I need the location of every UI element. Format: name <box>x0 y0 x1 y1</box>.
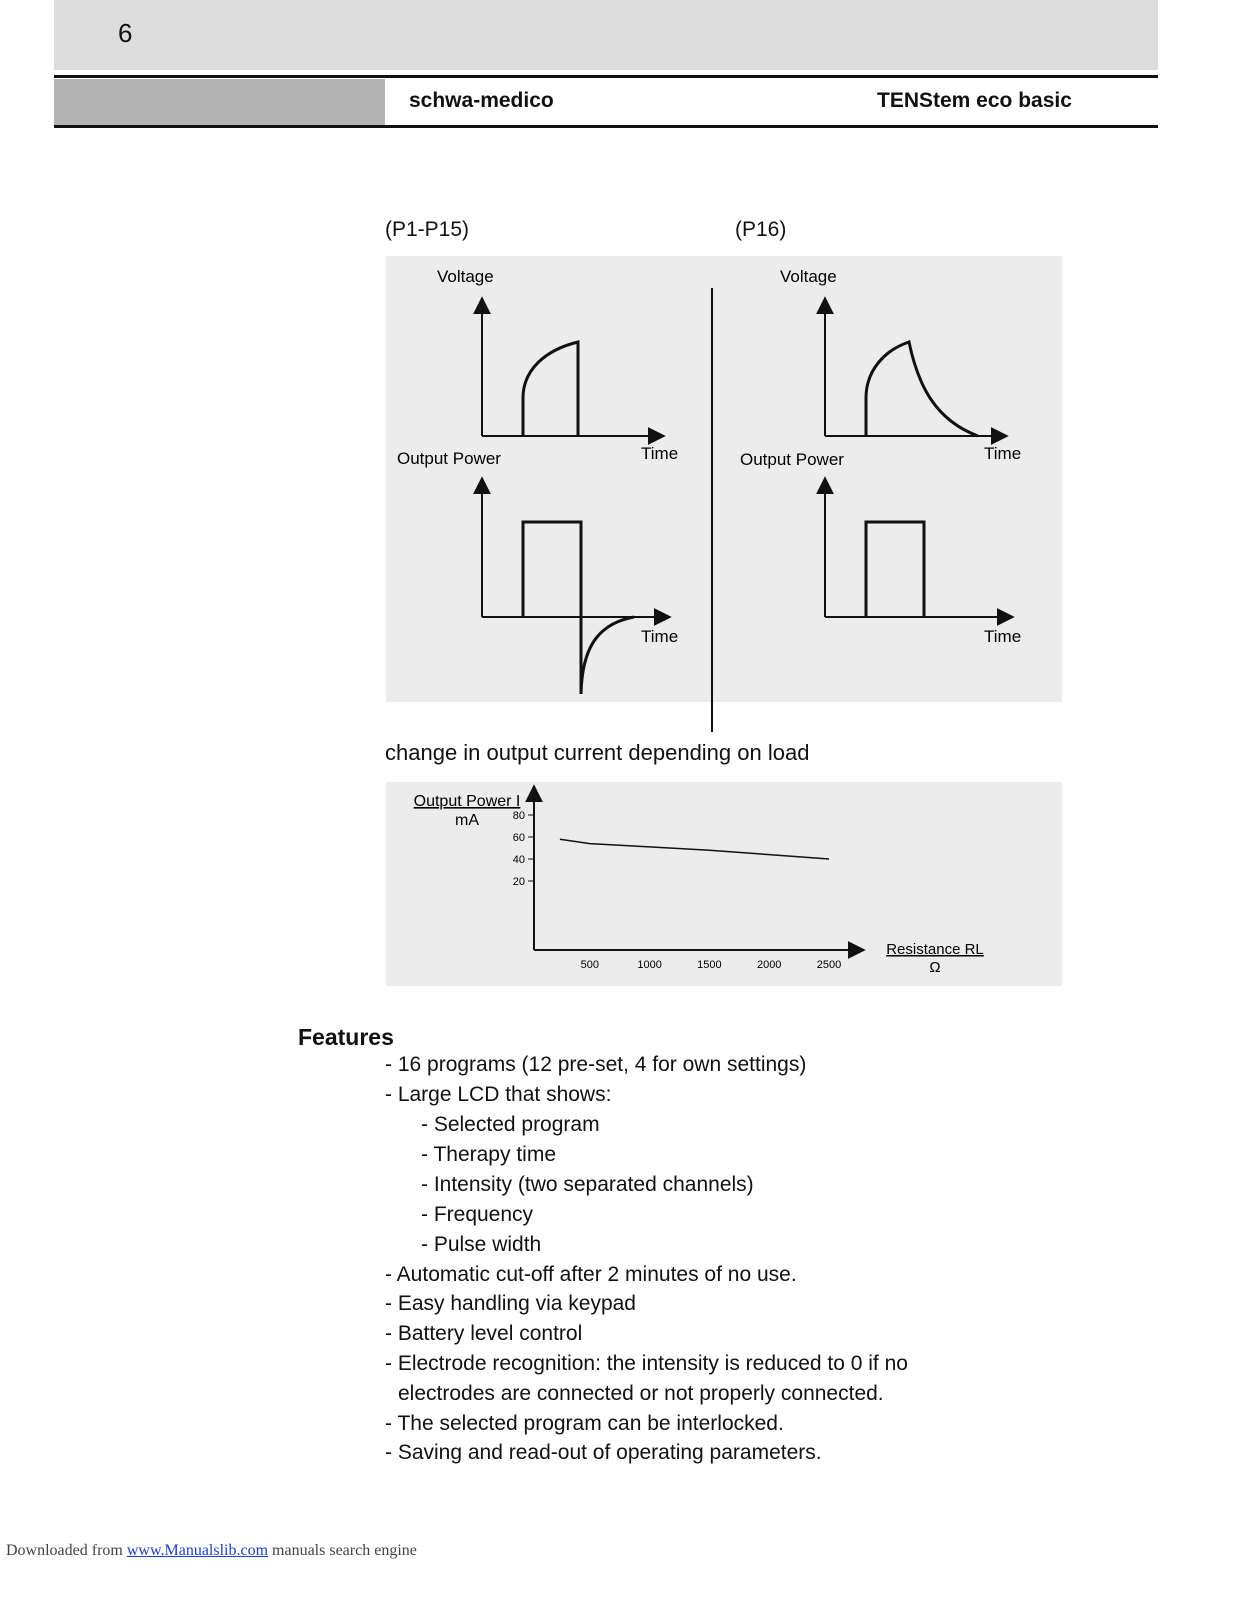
right-voltage-time-label: Time <box>984 444 1022 463</box>
right-output-power-label: Output Power <box>740 450 844 469</box>
load-chart-series-line <box>560 839 829 859</box>
product-name: TENStem eco basic <box>877 89 1072 112</box>
feature-item: - Large LCD that shows: <box>385 1083 612 1106</box>
left-power-waveform <box>523 522 634 694</box>
feature-item: - Easy handling via keypad <box>385 1292 636 1315</box>
feature-item: - Therapy time <box>421 1143 556 1166</box>
load-chart-ylabel-line1: Output Power I <box>413 793 521 810</box>
feature-item: - Intensity (two separated channels) <box>421 1173 754 1196</box>
footer-link[interactable]: www.Manualslib.com <box>126 1542 269 1559</box>
y-tick-label: 60 <box>512 832 525 844</box>
feature-item: - Pulse width <box>421 1233 542 1256</box>
feature-item: - Electrode recognition: the intensity is reduced to 0 if no <box>385 1352 908 1375</box>
x-tick-label: 2500 <box>816 959 842 971</box>
right-power-waveform <box>866 522 924 617</box>
left-power-time-label: Time <box>641 627 679 646</box>
footer-prefix: Downloaded from <box>6 1542 127 1559</box>
brand-name: schwa-medico <box>409 89 554 112</box>
x-tick-label: 500 <box>580 959 599 971</box>
load-chart-xlabel-line2: Ω <box>929 959 941 976</box>
page-number: 6 <box>118 18 133 48</box>
x-tick-label: 1000 <box>637 959 662 971</box>
x-tick-label: 1500 <box>697 959 722 971</box>
waveform-label-p1-p15: (P1-P15) <box>385 218 470 241</box>
right-voltage-label: Voltage <box>780 267 837 286</box>
feature-item: - Automatic cut-off after 2 minutes of no use. <box>385 1263 797 1286</box>
y-tick-label: 20 <box>512 876 525 888</box>
left-voltage-label: Voltage <box>437 267 494 286</box>
waveform-label-p16: (P16) <box>735 218 787 241</box>
left-voltage-time-label: Time <box>641 444 679 463</box>
left-voltage-waveform <box>523 342 578 436</box>
feature-item: - The selected program can be interlocked. <box>385 1412 784 1435</box>
features-title: Features <box>298 1024 394 1050</box>
load-chart <box>0 770 1237 1000</box>
feature-item: - 16 programs (12 pre-set, 4 for own settings) <box>385 1053 807 1076</box>
load-chart-caption: change in output current depending on load <box>385 740 810 765</box>
feature-item: - Selected program <box>421 1113 600 1136</box>
load-chart-ylabel-line2: mA <box>455 812 479 829</box>
feature-item: electrodes are connected or not properly connected. <box>398 1382 884 1405</box>
right-voltage-waveform <box>866 342 978 436</box>
footer-download-note <box>6 1542 417 1560</box>
y-tick-label: 80 <box>512 810 525 822</box>
load-chart-xlabel-line1: Resistance RL <box>886 941 984 958</box>
feature-item: - Frequency <box>421 1203 534 1226</box>
feature-item: - Saving and read-out of operating parameters. <box>385 1441 822 1464</box>
left-output-power-label: Output Power <box>397 449 501 468</box>
y-tick-label: 40 <box>512 854 525 866</box>
feature-item: - Battery level control <box>385 1322 583 1345</box>
x-tick-label: 2000 <box>756 959 782 971</box>
right-power-time-label: Time <box>984 627 1022 646</box>
waveform-diagram <box>0 0 1237 760</box>
footer-suffix: manuals search engine <box>268 1542 417 1559</box>
